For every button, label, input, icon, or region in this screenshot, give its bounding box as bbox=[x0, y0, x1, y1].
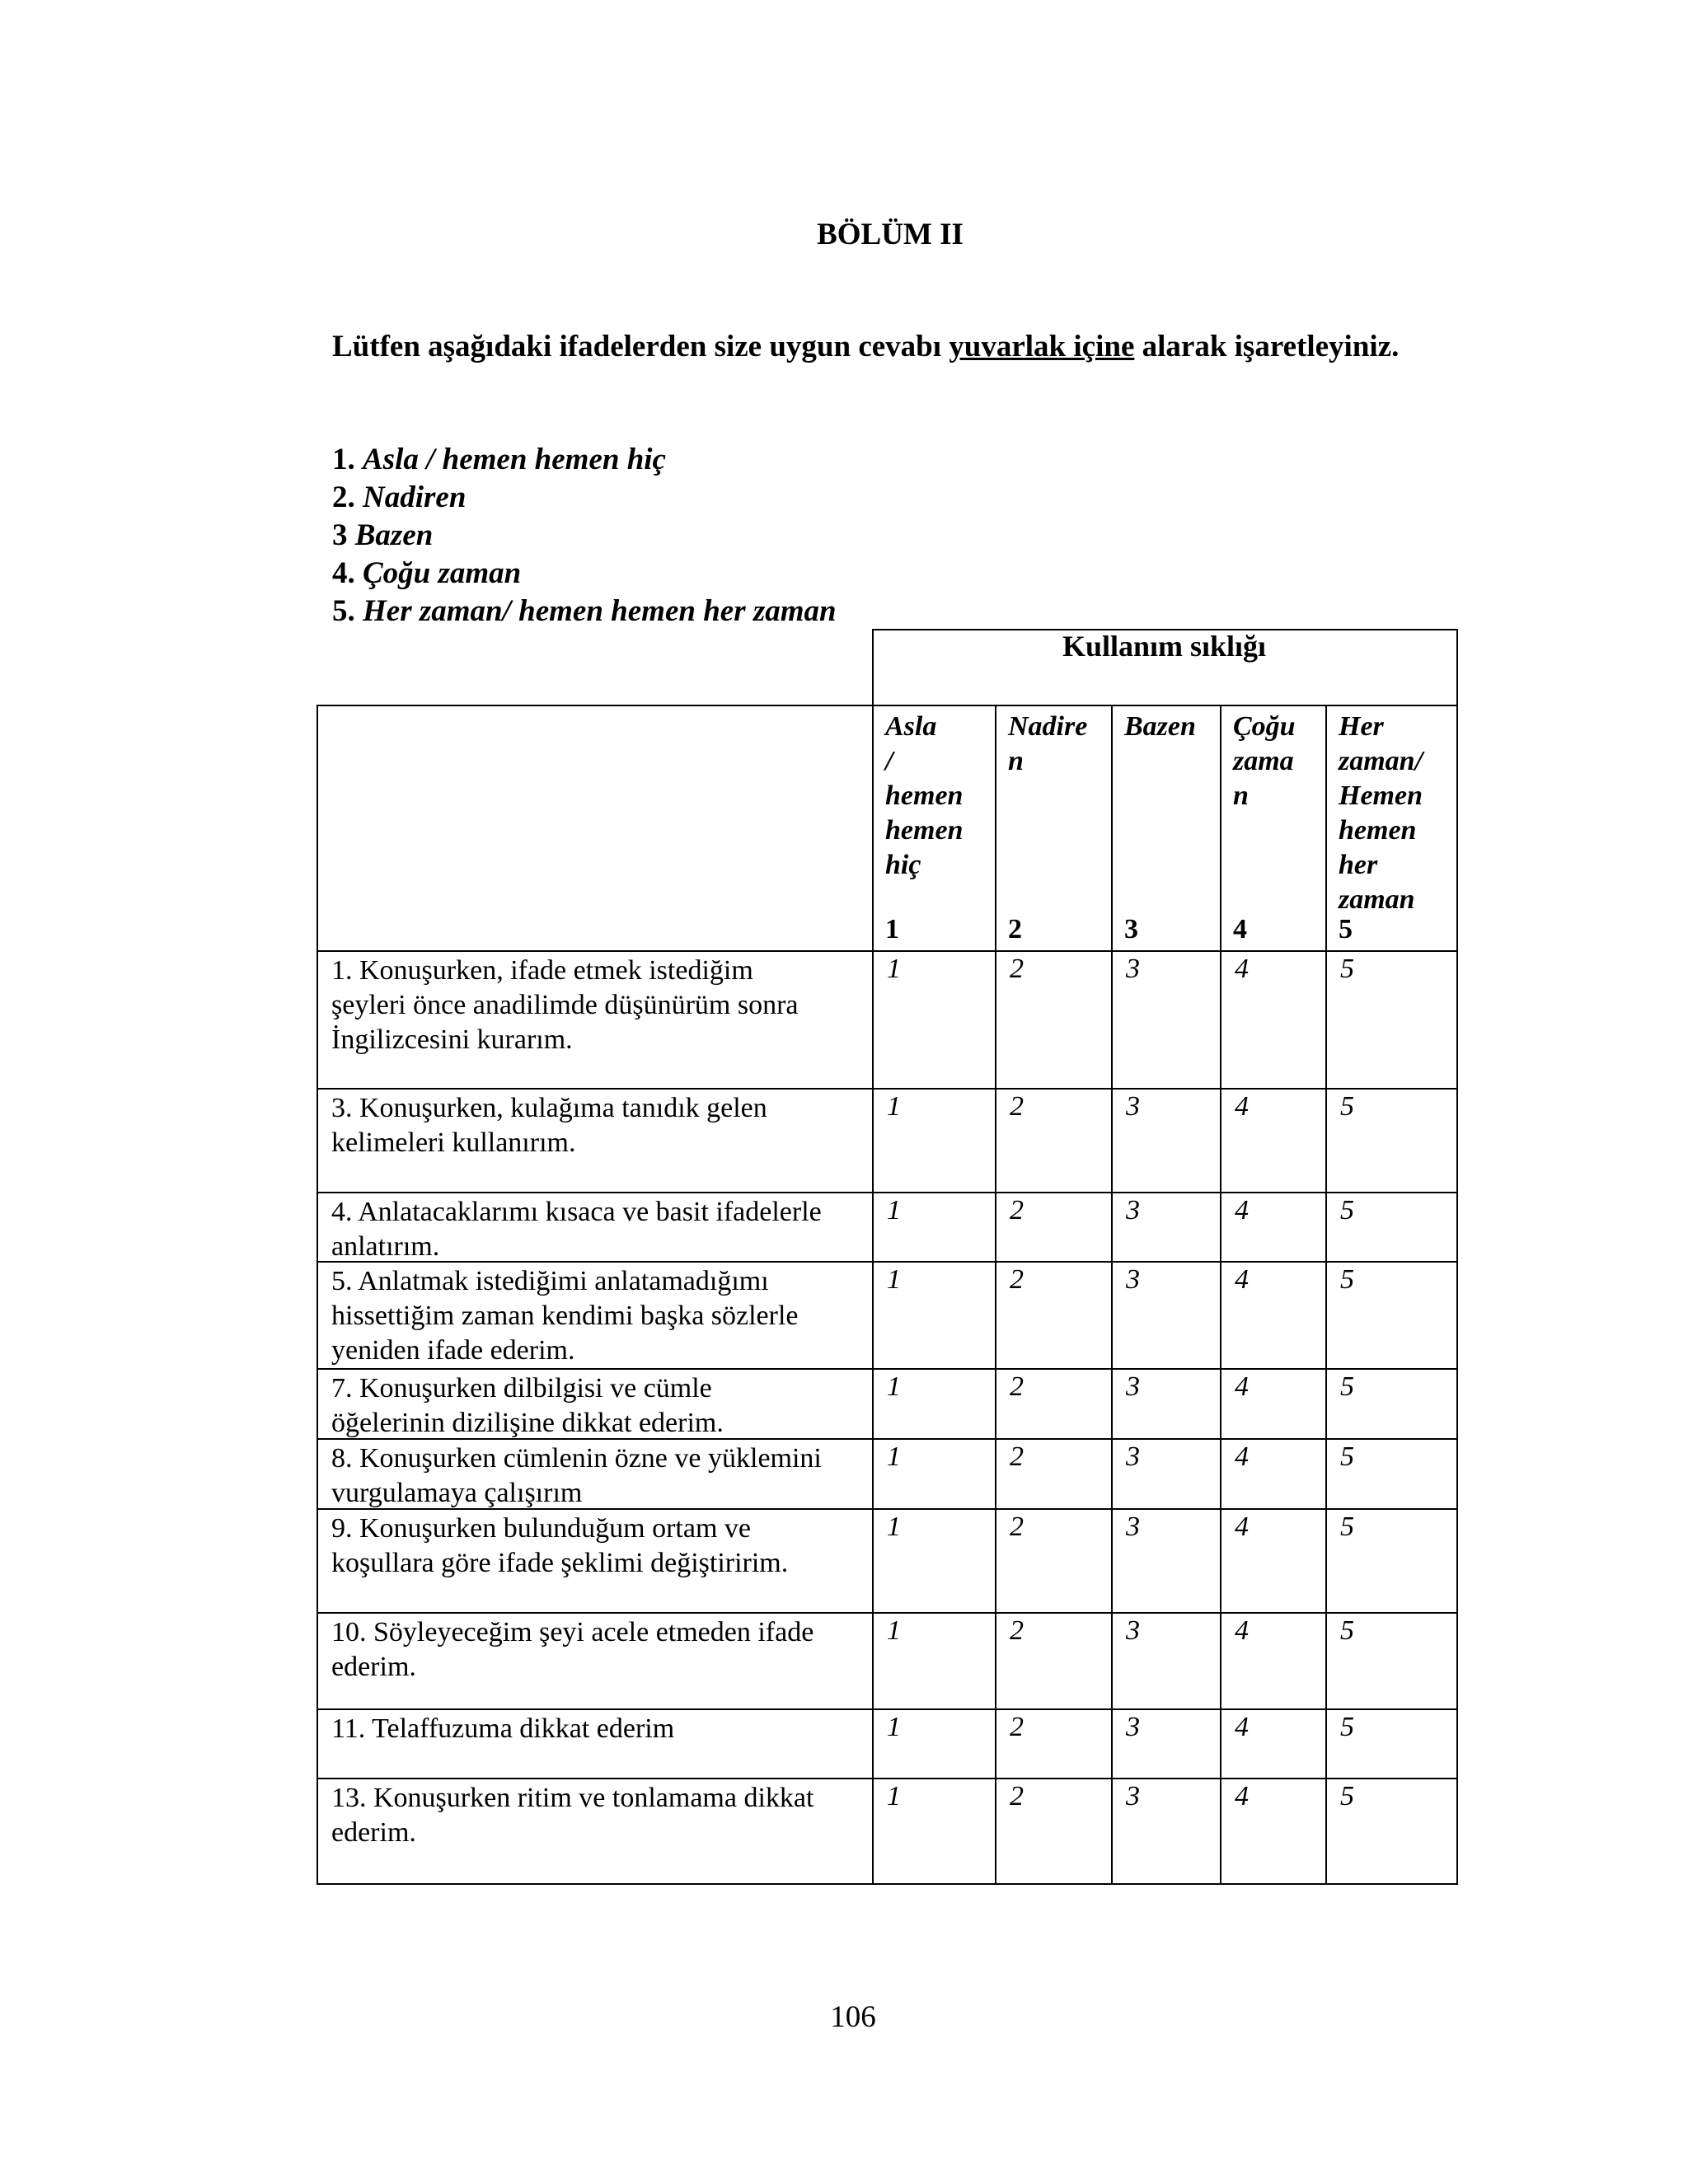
column-number: 3 bbox=[1124, 914, 1138, 944]
row-border bbox=[316, 1778, 1458, 1779]
rating-option[interactable]: 1 bbox=[887, 1441, 901, 1472]
instruction-after: alarak işaretleyiniz. bbox=[1134, 330, 1400, 363]
statement-line: 8. Konuşurken cümlenin özne ve yüklemini bbox=[331, 1443, 822, 1474]
column-number: 5 bbox=[1339, 914, 1353, 944]
rating-option[interactable]: 2 bbox=[1010, 954, 1024, 984]
scale-item bbox=[332, 593, 837, 630]
rating-option[interactable]: 5 bbox=[1340, 1615, 1354, 1646]
column-divider bbox=[1111, 705, 1113, 1883]
scale-num: 1. bbox=[332, 443, 355, 476]
rating-option[interactable]: 4 bbox=[1235, 1091, 1249, 1122]
rating-option[interactable]: 3 bbox=[1126, 1511, 1140, 1542]
row-border bbox=[316, 1368, 1458, 1370]
column-header-line: her bbox=[1339, 850, 1378, 880]
column-number: 2 bbox=[1008, 914, 1022, 944]
column-header-line: zaman bbox=[1339, 884, 1415, 915]
statement-text bbox=[331, 1195, 867, 1264]
rating-option[interactable]: 2 bbox=[1010, 1264, 1024, 1295]
rating-option[interactable]: 2 bbox=[1010, 1441, 1024, 1472]
row-border bbox=[316, 1883, 1458, 1885]
rating-option[interactable]: 2 bbox=[1010, 1781, 1024, 1811]
statement-line: hissettiğim zaman kendimi başka sözlerle bbox=[331, 1301, 799, 1331]
rating-option[interactable]: 2 bbox=[1010, 1371, 1024, 1402]
rating-option[interactable]: 4 bbox=[1235, 1264, 1249, 1295]
scale-legend bbox=[332, 441, 837, 630]
rating-option[interactable]: 5 bbox=[1340, 1781, 1354, 1811]
statement-text bbox=[331, 1712, 867, 1746]
rating-option[interactable]: 1 bbox=[887, 1712, 901, 1742]
statement-line: 7. Konuşurken dilbilgisi ve cümle bbox=[331, 1373, 712, 1404]
scale-num: 5. bbox=[332, 594, 355, 628]
column-header-line: hemen bbox=[885, 780, 964, 811]
rating-option[interactable]: 4 bbox=[1235, 1781, 1249, 1811]
rating-option[interactable]: 1 bbox=[887, 1091, 901, 1122]
rating-option[interactable]: 3 bbox=[1126, 1091, 1140, 1122]
statement-line: yeniden ifade ederim. bbox=[331, 1335, 575, 1366]
column-header-line: / bbox=[885, 746, 893, 776]
header-bottom-border bbox=[316, 950, 1458, 952]
statement-line: 3. Konuşurken, kulağıma tanıdık gelen bbox=[331, 1093, 767, 1123]
column-header bbox=[1233, 710, 1296, 813]
instruction-text bbox=[332, 328, 1404, 366]
scale-label: Her zaman/ hemen hemen her zaman bbox=[363, 594, 837, 628]
rating-option[interactable]: 4 bbox=[1235, 1441, 1249, 1472]
statement-line: ederim. bbox=[331, 1817, 416, 1848]
usage-frequency-title: Kullanım sıklığı bbox=[1062, 630, 1267, 663]
column-header-line: Her bbox=[1339, 711, 1384, 742]
rating-option[interactable]: 5 bbox=[1340, 1511, 1354, 1542]
column-header-line: Bazen bbox=[1124, 711, 1196, 742]
statement-line: 10. Söyleyeceğim şeyi acele etmeden ifade bbox=[331, 1617, 814, 1647]
column-header-line: zaman/ bbox=[1339, 746, 1423, 776]
rating-option[interactable]: 5 bbox=[1340, 1712, 1354, 1742]
rating-option[interactable]: 3 bbox=[1126, 1371, 1140, 1402]
rating-option[interactable]: 2 bbox=[1010, 1091, 1024, 1122]
rating-option[interactable]: 5 bbox=[1340, 1264, 1354, 1295]
statement-text bbox=[331, 1511, 867, 1581]
rating-option[interactable]: 1 bbox=[887, 1371, 901, 1402]
column-header-line: n bbox=[1008, 746, 1024, 776]
column-header bbox=[1008, 710, 1087, 779]
rating-option[interactable]: 5 bbox=[1340, 1371, 1354, 1402]
column-divider bbox=[995, 705, 996, 1883]
column-header-line: Asla bbox=[885, 711, 937, 742]
rating-option[interactable]: 4 bbox=[1235, 1712, 1249, 1742]
column-divider bbox=[1220, 705, 1221, 1883]
scale-item bbox=[332, 517, 837, 555]
rating-option[interactable]: 5 bbox=[1340, 1441, 1354, 1472]
rating-option[interactable]: 1 bbox=[887, 1264, 901, 1295]
instruction-before: Lütfen aşağıdaki ifadelerden size uygun cevabı bbox=[332, 330, 950, 363]
rating-option[interactable]: 5 bbox=[1340, 1091, 1354, 1122]
column-header-line: Çoğu bbox=[1233, 711, 1296, 742]
scale-label: Asla / hemen hemen hiç bbox=[363, 443, 666, 476]
row-border bbox=[316, 1192, 1458, 1193]
rating-option[interactable]: 1 bbox=[887, 1511, 901, 1542]
rating-option[interactable]: 3 bbox=[1126, 1264, 1140, 1295]
rating-option[interactable]: 4 bbox=[1235, 1511, 1249, 1542]
rating-option[interactable]: 4 bbox=[1235, 1195, 1249, 1226]
statement-text bbox=[331, 1091, 867, 1160]
rating-option[interactable]: 1 bbox=[887, 954, 901, 984]
rating-option[interactable]: 5 bbox=[1340, 1195, 1354, 1226]
statement-line: anlatırım. bbox=[331, 1231, 440, 1262]
rating-option[interactable]: 3 bbox=[1126, 1615, 1140, 1646]
section-heading: BÖLÜM II bbox=[817, 218, 964, 251]
column-header-line: hiç bbox=[885, 850, 921, 880]
column-header-line: Hemen bbox=[1339, 780, 1423, 811]
column-number: 1 bbox=[885, 914, 899, 944]
column-header-line: Nadire bbox=[1008, 711, 1088, 742]
statement-text bbox=[331, 954, 867, 1057]
rating-option[interactable]: 2 bbox=[1010, 1195, 1024, 1226]
instruction-underlined: yuvarlak içine bbox=[949, 330, 1135, 363]
rating-option[interactable]: 1 bbox=[887, 1781, 901, 1811]
statement-line: kelimeleri kullanırım. bbox=[331, 1127, 576, 1158]
statement-line: İngilizcesini kurarım. bbox=[331, 1024, 573, 1055]
statement-text bbox=[331, 1371, 867, 1441]
scale-label: Nadiren bbox=[363, 480, 467, 514]
column-header bbox=[1124, 710, 1196, 744]
statement-line: öğelerinin dizilişine dikkat ederim. bbox=[331, 1408, 724, 1438]
scale-num: 2. bbox=[332, 480, 355, 514]
statement-line: 4. Anlatacaklarımı kısaca ve basit ifadelerle bbox=[331, 1197, 822, 1227]
scale-num: 4. bbox=[332, 556, 355, 590]
rating-option[interactable]: 3 bbox=[1126, 1195, 1140, 1226]
rating-option[interactable]: 3 bbox=[1126, 1441, 1140, 1472]
statement-line: 5. Anlatmak istediğimi anlatamadığımı bbox=[331, 1266, 769, 1296]
statement-line: ederim. bbox=[331, 1652, 416, 1682]
rating-option[interactable]: 2 bbox=[1010, 1615, 1024, 1646]
statement-line: koşullara göre ifade şeklimi değiştiririm. bbox=[331, 1548, 789, 1578]
rating-option[interactable]: 3 bbox=[1126, 954, 1140, 984]
row-border bbox=[316, 1088, 1458, 1090]
row-border bbox=[316, 1612, 1458, 1614]
statement-line: 13. Konuşurken ritim ve tonlamama dikkat bbox=[331, 1783, 814, 1813]
column-header-line: hemen bbox=[885, 815, 964, 846]
rating-option[interactable]: 2 bbox=[1010, 1511, 1024, 1542]
statement-line: 1. Konuşurken, ifade etmek istediğim bbox=[331, 955, 753, 986]
statement-text bbox=[331, 1264, 867, 1368]
column-header-line: hemen bbox=[1339, 815, 1417, 846]
statement-line: 9. Konuşurken bulunduğum ortam ve bbox=[331, 1513, 751, 1544]
rating-option[interactable]: 3 bbox=[1126, 1712, 1140, 1742]
scale-item bbox=[332, 479, 837, 517]
rating-option[interactable]: 4 bbox=[1235, 1615, 1249, 1646]
column-header bbox=[885, 710, 963, 883]
column-number: 4 bbox=[1233, 914, 1247, 944]
rating-option[interactable]: 1 bbox=[887, 1195, 901, 1226]
statement-text bbox=[331, 1615, 867, 1685]
page-number: 106 bbox=[830, 2000, 876, 2034]
group-box-right-border bbox=[1456, 629, 1458, 705]
rating-option[interactable]: 1 bbox=[887, 1615, 901, 1646]
table-top-border bbox=[316, 705, 1458, 706]
column-header bbox=[1339, 710, 1423, 917]
scale-item bbox=[332, 555, 837, 593]
statement-line: vurgulamaya çalışırım bbox=[331, 1478, 583, 1508]
column-divider bbox=[872, 705, 874, 1883]
scale-label: Bazen bbox=[354, 518, 434, 552]
scale-num: 3 bbox=[332, 518, 348, 552]
statement-line: 11. Telaffuzuma dikkat ederim bbox=[331, 1713, 675, 1744]
scale-label: Çoğu zaman bbox=[363, 556, 522, 590]
scale-item bbox=[332, 441, 837, 479]
column-divider bbox=[1325, 705, 1327, 1883]
rating-option[interactable]: 4 bbox=[1235, 1371, 1249, 1402]
column-header-line: n bbox=[1233, 780, 1249, 811]
rating-option[interactable]: 5 bbox=[1340, 954, 1354, 984]
rating-option[interactable]: 3 bbox=[1126, 1781, 1140, 1811]
rating-option[interactable]: 4 bbox=[1235, 954, 1249, 984]
statement-text bbox=[331, 1441, 867, 1511]
row-border bbox=[316, 1708, 1458, 1710]
statement-line: şeyleri önce anadilimde düşünürüm sonra bbox=[331, 990, 799, 1020]
statement-text bbox=[331, 1781, 867, 1850]
rating-option[interactable]: 2 bbox=[1010, 1712, 1024, 1742]
column-header-line: zama bbox=[1233, 746, 1294, 776]
